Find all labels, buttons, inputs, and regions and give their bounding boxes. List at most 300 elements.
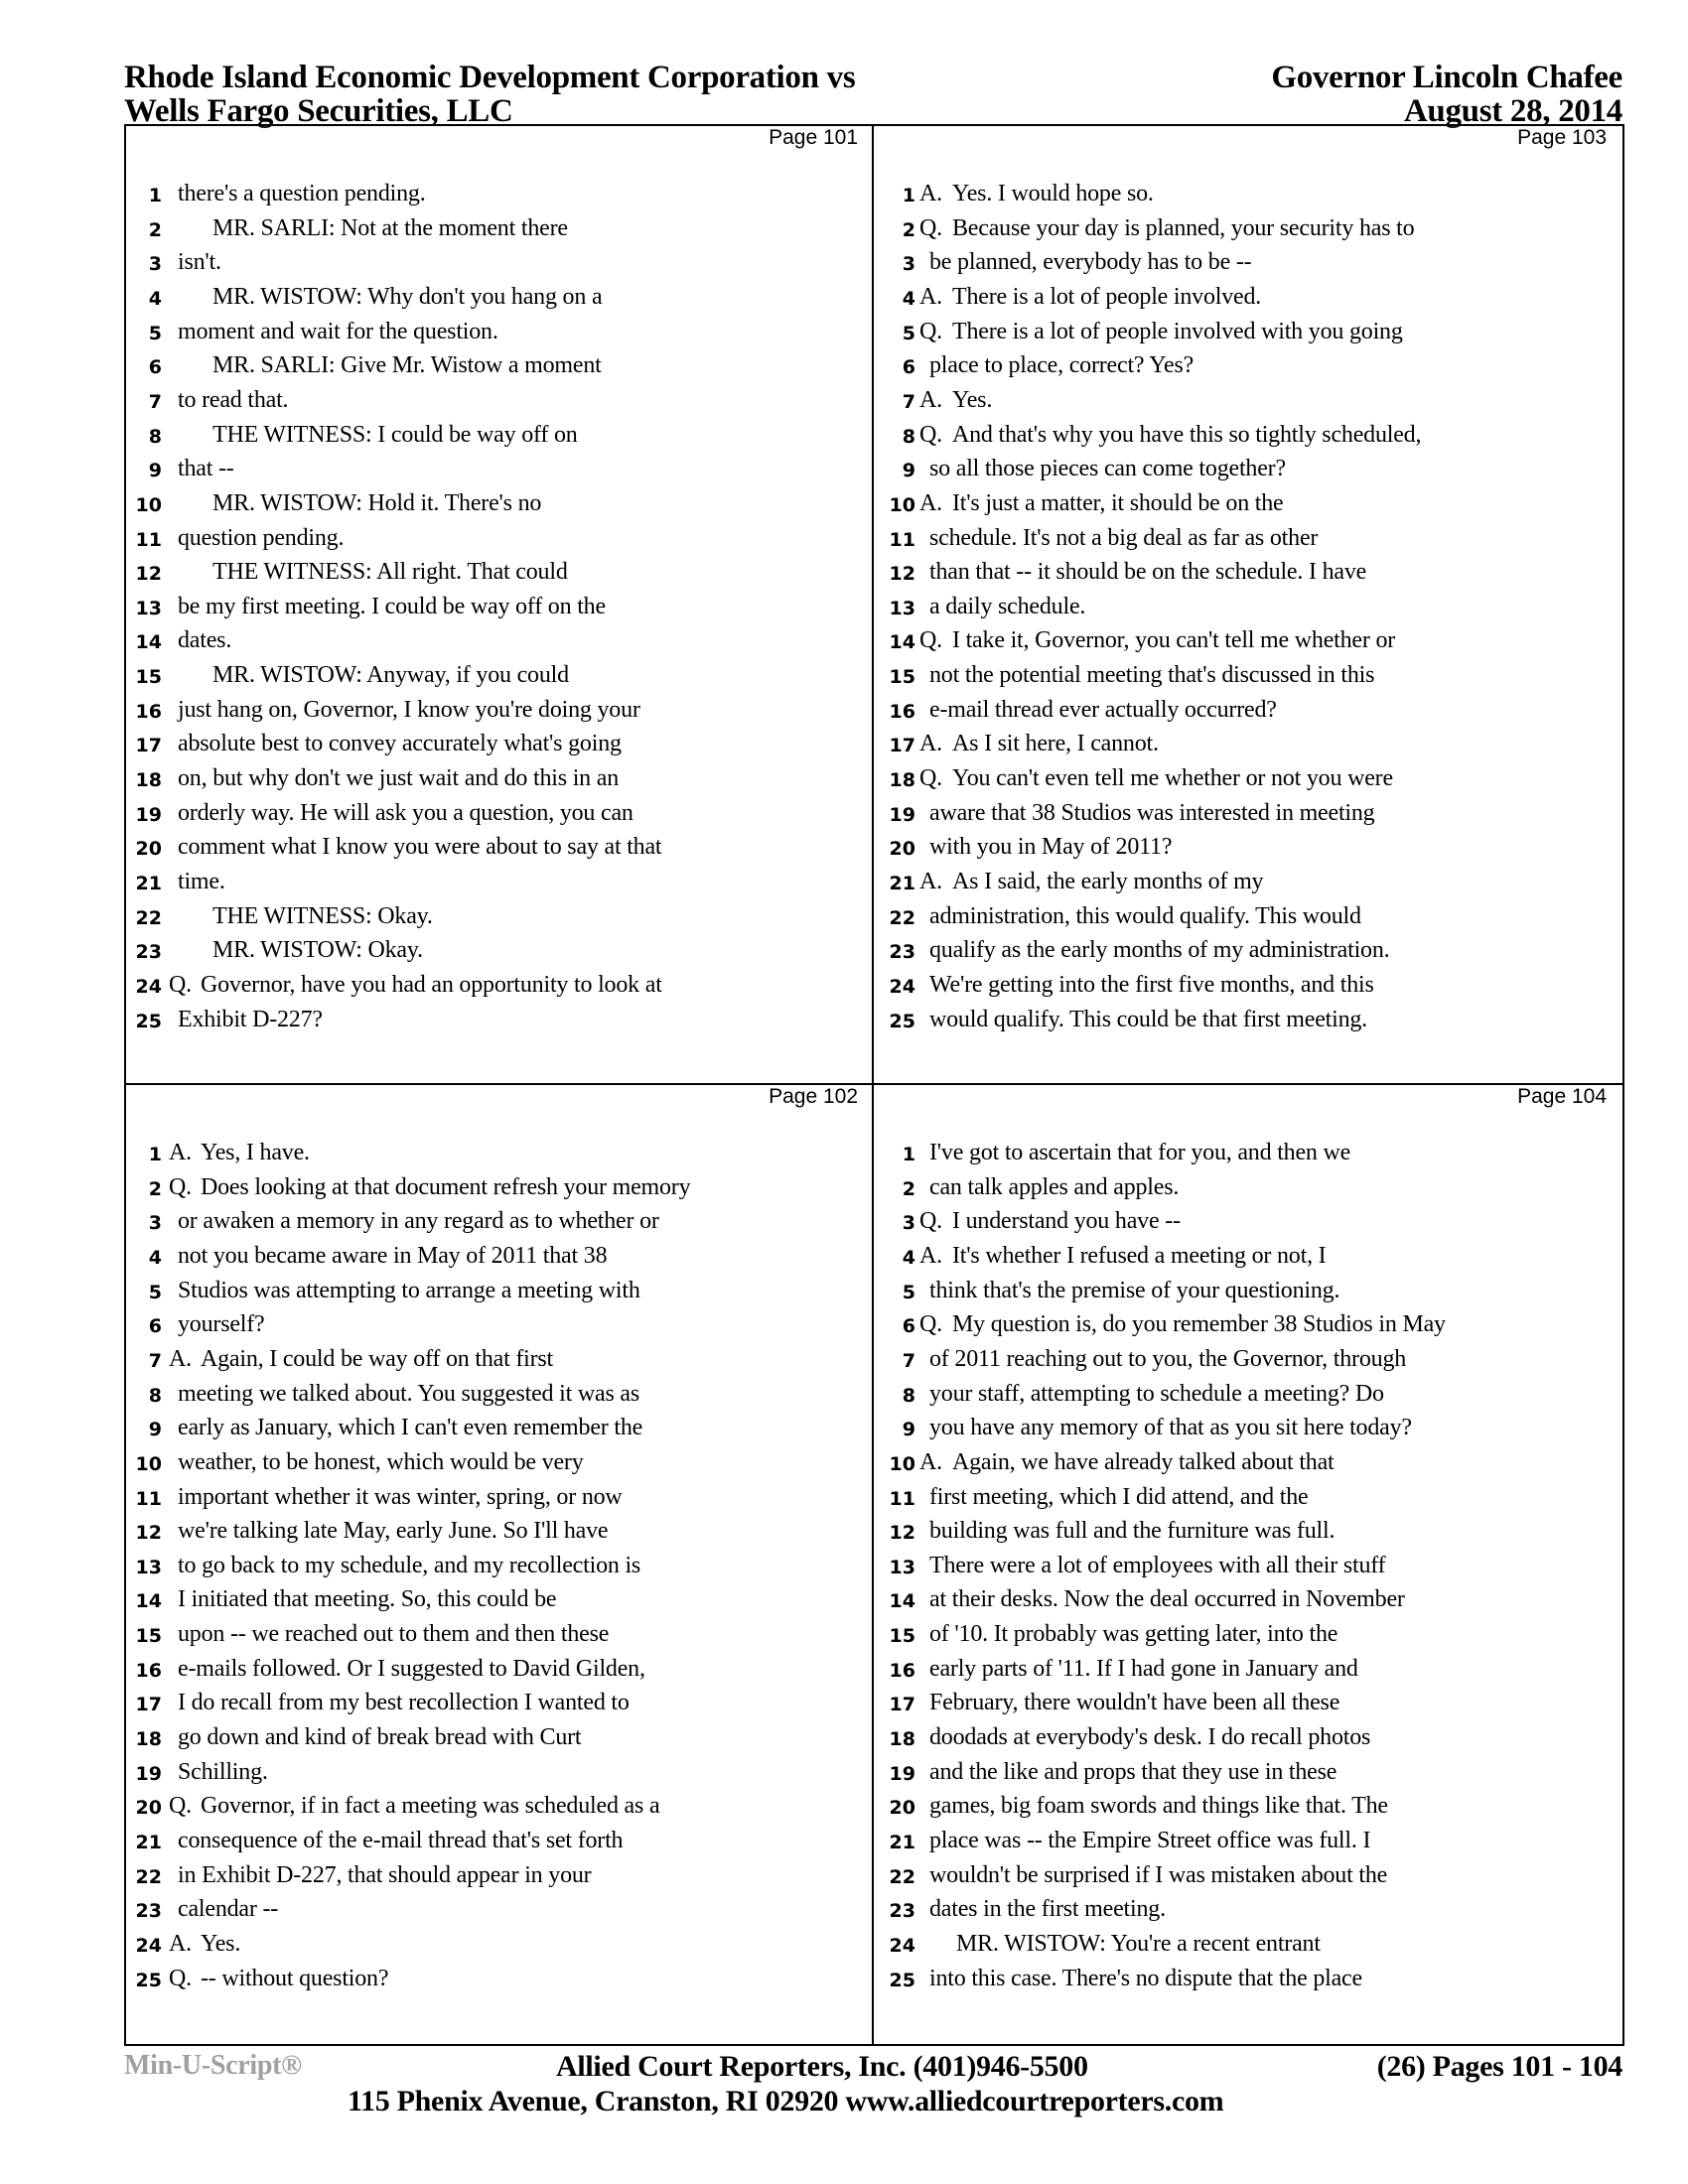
speaker-prefix: A. [919,1242,942,1269]
transcript-line [874,972,1620,1007]
line-number: 4 [902,287,915,310]
line-number: 6 [902,356,915,379]
transcript-line [874,697,1620,732]
line-text: Governor, have you had an opportunity to look at [201,971,662,998]
line-text: you have any memory of that as you sit here today? [929,1415,1412,1441]
line-number: 25 [889,1969,915,1991]
line-text: at their desks. Now the deal occurred in November [929,1586,1405,1613]
line-text: and the like and props that they use in these [929,1758,1337,1785]
speaker-prefix: Q. [919,1208,942,1235]
line-text: I understand you have -- [952,1208,1181,1235]
line-number: 8 [902,1384,915,1407]
speaker-prefix: Q. [169,1965,192,1991]
line-number: 17 [889,735,915,757]
line-text: e-mail thread ever actually occurred? [929,696,1277,723]
transcript-line [126,594,872,628]
line-number: 4 [902,1246,915,1269]
line-text: My question is, do you remember 38 Studios in May [952,1311,1446,1338]
transcript-line [874,559,1620,594]
line-number: 11 [889,528,915,551]
transcript-line [126,765,872,800]
line-text: February, there wouldn't have been all these [929,1690,1340,1716]
line-number: 21 [889,873,915,894]
transcript-line [874,1243,1620,1278]
line-text: important whether it was winter, spring, or now [178,1483,623,1510]
page-number-label: Page 101 [769,126,858,149]
line-number: 19 [135,1762,162,1785]
transcript-line [874,1896,1620,1931]
line-number: 24 [889,1934,915,1957]
line-text: I take it, Governor, you can't tell me whether or [952,627,1396,654]
line-text: schedule. It's not a big deal as far as other [929,524,1319,551]
line-number: 24 [889,975,915,998]
transcript-line [874,1140,1620,1174]
line-text: -- without question? [201,1965,389,1991]
line-text: to go back to my schedule, and my recollection is [178,1552,641,1578]
transcript-line [126,1346,872,1381]
line-number: 9 [902,1419,915,1441]
transcript-line [126,1449,872,1484]
line-number: 1 [148,185,162,206]
transcript-line [874,525,1620,560]
line-number: 2 [902,218,915,241]
line-text: than that -- it should be on the schedule. I have [929,559,1367,586]
line-text: think that's the premise of your questioning. [929,1277,1340,1303]
speaker-prefix: A. [919,386,942,413]
line-number: 22 [135,1865,162,1888]
line-number: 3 [902,253,915,276]
transcript-line [126,215,872,250]
transcript-line [126,1174,872,1209]
line-text: e-mails followed. Or I suggested to David Gilden, [178,1655,645,1682]
transcript-line [126,1793,872,1828]
transcript-line [126,1415,872,1449]
transcript-line [874,903,1620,938]
line-text: Yes. [201,1930,241,1957]
transcript-line [126,1518,872,1553]
line-number: 19 [135,803,162,826]
transcript-page [874,1085,1620,2042]
transcript-line [126,1896,872,1931]
transcript-line [126,284,872,319]
line-number: 9 [148,460,162,482]
line-number: 21 [135,873,162,894]
line-text: early as January, which I can't even remember the [178,1415,643,1441]
transcript-line [874,456,1620,490]
transcript-line [126,1828,872,1862]
speaker-prefix: Q. [169,1793,192,1820]
line-number: 4 [148,1246,162,1269]
transcript-line [126,1966,872,2000]
line-text: MR. WISTOW: Anyway, if you could [212,662,569,689]
line-number: 25 [889,1010,915,1032]
transcript-line [874,1449,1620,1484]
transcript-line [126,456,872,490]
transcript-line [126,1724,872,1759]
transcript-page [874,126,1620,1083]
line-text: comment what I know you were about to say at that [178,834,662,861]
transcript-line [126,662,872,697]
page-number-label: Page 103 [1517,126,1607,149]
transcript-line [126,1243,872,1278]
line-number: 6 [148,1315,162,1338]
transcript-page [126,126,872,1083]
line-text: Schilling. [178,1758,268,1785]
transcript-line [874,1208,1620,1243]
line-number: 10 [135,1452,162,1475]
transcript-line [126,1862,872,1897]
transcript-line [874,1381,1620,1416]
line-number: 18 [889,769,915,792]
transcript-line [874,284,1620,319]
line-number: 1 [148,1144,162,1165]
line-text: Does looking at that document refresh your memory [201,1173,691,1200]
page-range: (26) Pages 101 - 104 [1376,2050,1622,2083]
line-text: isn't. [178,249,221,276]
transcript-line [874,352,1620,387]
transcript-line [874,834,1620,869]
line-text: As I sit here, I cannot. [952,731,1159,757]
line-number: 8 [148,1384,162,1407]
line-text: in Exhibit D-227, that should appear in your [178,1861,592,1888]
line-number: 1 [902,185,915,206]
speaker-prefix: A. [919,869,942,894]
line-text: Yes, I have. [201,1140,310,1165]
line-text: upon -- we reached out to them and then these [178,1621,610,1648]
line-text: be my first meeting. I could be way off on the [178,593,606,619]
transcript-line [126,731,872,765]
line-text: MR. SARLI: Give Mr. Wistow a moment [212,352,602,379]
min-u-script-brand: Min-U-Script® [124,2050,302,2081]
page-number-label: Page 102 [769,1085,858,1108]
transcript-line [874,1586,1620,1621]
line-text: games, big foam swords and things like that. The [929,1793,1388,1820]
line-number: 13 [889,597,915,619]
transcript-line [874,627,1620,662]
line-number: 9 [148,1419,162,1441]
line-number: 13 [135,597,162,619]
transcript-line [126,1931,872,1966]
transcript-line [874,1759,1620,1794]
line-text: Yes. [952,386,993,413]
line-number: 11 [889,1487,915,1510]
line-number: 12 [135,563,162,586]
witness-name: Governor Lincoln Chafee [1271,60,1622,95]
line-number: 16 [135,700,162,723]
transcript-line [126,559,872,594]
line-text: dates in the first meeting. [929,1896,1166,1923]
line-number: 21 [135,1832,162,1853]
transcript-line [126,937,872,972]
line-number: 1 [902,1144,915,1165]
line-number: 24 [135,975,162,998]
line-number: 10 [135,493,162,516]
line-number: 2 [148,218,162,241]
transcript-line [874,731,1620,765]
line-number: 15 [889,666,915,689]
line-text: There were a lot of employees with all their stuff [929,1552,1386,1578]
speaker-prefix: Q. [919,421,942,448]
line-number: 7 [902,390,915,413]
transcript-line [874,1656,1620,1691]
line-text: wouldn't be surprised if I was mistaken about the [929,1861,1388,1888]
transcript-line [126,422,872,457]
line-text: consequence of the e-mail thread that's set forth [178,1828,624,1853]
line-text: It's just a matter, it should be on the [952,489,1284,516]
line-text: on, but why don't we just wait and do this in an [178,765,620,792]
transcript-line [874,1518,1620,1553]
speaker-prefix: A. [919,283,942,310]
speaker-prefix: Q. [169,971,192,998]
line-text: moment and wait for the question. [178,318,498,344]
transcript-line [874,319,1620,353]
line-text: or awaken a memory in any regard as to whether or [178,1208,659,1235]
transcript-line [126,627,872,662]
transcript-line [874,1484,1620,1519]
transcript-line [126,697,872,732]
transcript-line [126,869,872,903]
transcript-line [874,1346,1620,1381]
line-number: 17 [135,735,162,757]
line-text: so all those pieces can come together? [929,456,1286,482]
transcript-line [874,1174,1620,1209]
line-number: 16 [889,1659,915,1682]
line-number: 22 [889,1865,915,1888]
speaker-prefix: Q. [919,214,942,241]
line-number: 3 [902,1212,915,1235]
line-number: 2 [902,1177,915,1200]
line-number: 23 [135,1900,162,1923]
line-text: Yes. I would hope so. [952,181,1154,206]
transcript-line [874,215,1620,250]
line-number: 20 [135,1797,162,1820]
transcript-line [126,972,872,1007]
transcript-line [126,490,872,525]
line-number: 15 [135,1625,162,1648]
line-number: 2 [148,1177,162,1200]
line-text: your staff, attempting to schedule a meeting? Do [929,1380,1384,1407]
line-text: Again, I could be way off on that first [201,1345,554,1372]
line-text: MR. WISTOW: Why don't you hang on a [212,283,603,310]
line-text: not the potential meeting that's discussed in this [929,662,1375,689]
transcript-line [126,1690,872,1724]
transcript-line [126,1311,872,1346]
line-text: go down and kind of break bread with Curt [178,1724,582,1751]
speaker-prefix: A. [919,1448,942,1475]
line-number: 6 [902,1315,915,1338]
line-number: 14 [135,1590,162,1613]
line-text: doodads at everybody's desk. I do recall photos [929,1724,1371,1751]
transcript-page [126,1085,872,2042]
line-text: of 2011 reaching out to you, the Governor, through [929,1345,1407,1372]
transcript-line [874,1278,1620,1312]
line-text: place was -- the Empire Street office was full. I [929,1828,1371,1853]
line-text: there's a question pending. [178,181,426,206]
line-number: 23 [889,941,915,964]
line-text: There is a lot of people involved. [952,283,1262,310]
transcript-line [126,352,872,387]
speaker-prefix: Q. [919,318,942,344]
transcript-line [126,525,872,560]
line-number: 7 [902,1349,915,1372]
transcript-line [126,1759,872,1794]
line-number: 9 [902,460,915,482]
speaker-prefix: A. [169,1345,192,1372]
transcript-line [874,1931,1620,1966]
transcript-line [874,765,1620,800]
line-text: calendar -- [178,1896,279,1923]
line-text: that -- [178,456,234,482]
line-number: 22 [135,906,162,929]
line-number: 5 [902,322,915,344]
line-number: 13 [135,1556,162,1578]
line-number: 12 [889,1522,915,1545]
page-number-label: Page 104 [1517,1085,1607,1108]
line-text: meeting we talked about. You suggested it was as [178,1380,639,1407]
transcript-line [126,1278,872,1312]
line-text: a daily schedule. [929,593,1086,619]
line-number: 6 [148,356,162,379]
line-number: 20 [889,1797,915,1820]
line-number: 17 [135,1694,162,1716]
line-text: weather, to be honest, which would be very [178,1448,584,1475]
line-text: just hang on, Governor, I know you're doing your [178,696,640,723]
line-number: 23 [135,941,162,964]
transcript-line [126,1484,872,1519]
line-text: administration, this would qualify. This would [929,902,1361,929]
line-number: 18 [135,1728,162,1751]
line-number: 14 [135,631,162,654]
speaker-prefix: Q. [919,765,942,792]
line-text: Because your day is planned, your security has to [952,214,1415,241]
case-title-line2: Wells Fargo Securities, LLC [124,93,513,129]
line-text: not you became aware in May of 2011 that 38 [178,1242,608,1269]
line-number: 11 [135,528,162,551]
transcript-line [874,387,1620,422]
line-text: aware that 38 Studios was interested in meeting [929,799,1375,826]
transcript-line [874,249,1620,284]
line-text: yourself? [178,1311,265,1338]
line-text: we're talking late May, early June. So I'll have [178,1518,609,1545]
line-number: 14 [889,1590,915,1613]
transcript-line [126,181,872,215]
transcript-line [874,800,1620,835]
line-number: 8 [148,425,162,448]
line-text: You can't even tell me whether or not you were [952,765,1393,792]
speaker-prefix: Q. [919,1311,942,1338]
line-text: And that's why you have this so tightly scheduled, [952,421,1422,448]
line-text: MR. WISTOW: Okay. [212,937,423,964]
transcript-line [874,1007,1620,1041]
line-number: 12 [135,1522,162,1545]
transcript-line [874,1966,1620,2000]
line-text: THE WITNESS: I could be way off on [212,421,578,448]
line-text: building was full and the furniture was full. [929,1518,1336,1545]
line-text: It's whether I refused a meeting or not, I [952,1242,1327,1269]
line-text: Exhibit D-227? [178,1006,323,1032]
transcript-line [126,1208,872,1243]
line-number: 22 [889,906,915,929]
line-text: to read that. [178,386,289,413]
line-text: time. [178,869,225,894]
transcript-line [126,319,872,353]
line-text: qualify as the early months of my administration. [929,937,1390,964]
transcript-line [874,490,1620,525]
line-text: MR. WISTOW: You're a recent entrant [956,1930,1321,1957]
line-number: 13 [889,1556,915,1578]
transcript-line [126,1007,872,1041]
transcript-line [126,1140,872,1174]
line-number: 15 [889,1625,915,1648]
line-text: absolute best to convey accurately what's going [178,731,622,757]
line-number: 5 [902,1281,915,1303]
line-number: 19 [889,1762,915,1785]
transcript-line [874,1311,1620,1346]
line-number: 15 [135,666,162,689]
line-number: 11 [135,1487,162,1510]
transcript-line [874,1724,1620,1759]
line-number: 12 [889,563,915,586]
case-title-line1: Rhode Island Economic Development Corporation vs [124,60,856,95]
line-number: 4 [148,287,162,310]
transcript-line [126,249,872,284]
transcript-line [874,662,1620,697]
line-number: 10 [889,1452,915,1475]
transcript-line [126,1553,872,1587]
line-number: 20 [135,838,162,861]
line-number: 3 [148,1212,162,1235]
transcript-line [126,1586,872,1621]
line-number: 3 [148,253,162,276]
speaker-prefix: Q. [169,1173,192,1200]
line-number: 16 [135,1659,162,1682]
transcript-line [874,1415,1620,1449]
line-text: of '10. It probably was getting later, into the [929,1621,1338,1648]
transcript-line [874,1862,1620,1897]
speaker-prefix: A. [919,181,942,206]
transcript-line [126,903,872,938]
line-text: THE WITNESS: Okay. [212,902,433,929]
deposition-date: August 28, 2014 [1403,93,1622,129]
transcript-line [874,1690,1620,1724]
line-number: 21 [889,1832,915,1853]
transcript-line [874,1828,1620,1862]
line-number: 23 [889,1900,915,1923]
line-text: would qualify. This could be that first meeting. [929,1006,1367,1032]
reporter-address: 115 Phenix Avenue, Cranston, RI 02920 www.alliedcourtreporters.com [348,2085,1224,2117]
transcript-line [874,181,1620,215]
line-text: orderly way. He will ask you a question, you can [178,799,633,826]
transcript-line [126,800,872,835]
line-text: be planned, everybody has to be -- [929,249,1252,276]
speaker-prefix: A. [169,1140,192,1165]
line-number: 5 [148,1281,162,1303]
reporter-info: Allied Court Reporters, Inc. (401)946-5500 [556,2050,1088,2083]
line-text: into this case. There's no dispute that the place [929,1965,1362,1991]
line-text: There is a lot of people involved with you going [952,318,1403,344]
line-number: 16 [889,700,915,723]
transcript-line [874,422,1620,457]
line-text: Governor, if in fact a meeting was scheduled as a [201,1793,660,1820]
line-number: 18 [135,769,162,792]
transcript-line [874,937,1620,972]
transcript-line [126,1656,872,1691]
line-number: 7 [148,390,162,413]
speaker-prefix: A. [169,1930,192,1957]
line-number: 10 [889,493,915,516]
transcript-line [874,1793,1620,1828]
line-number: 7 [148,1349,162,1372]
